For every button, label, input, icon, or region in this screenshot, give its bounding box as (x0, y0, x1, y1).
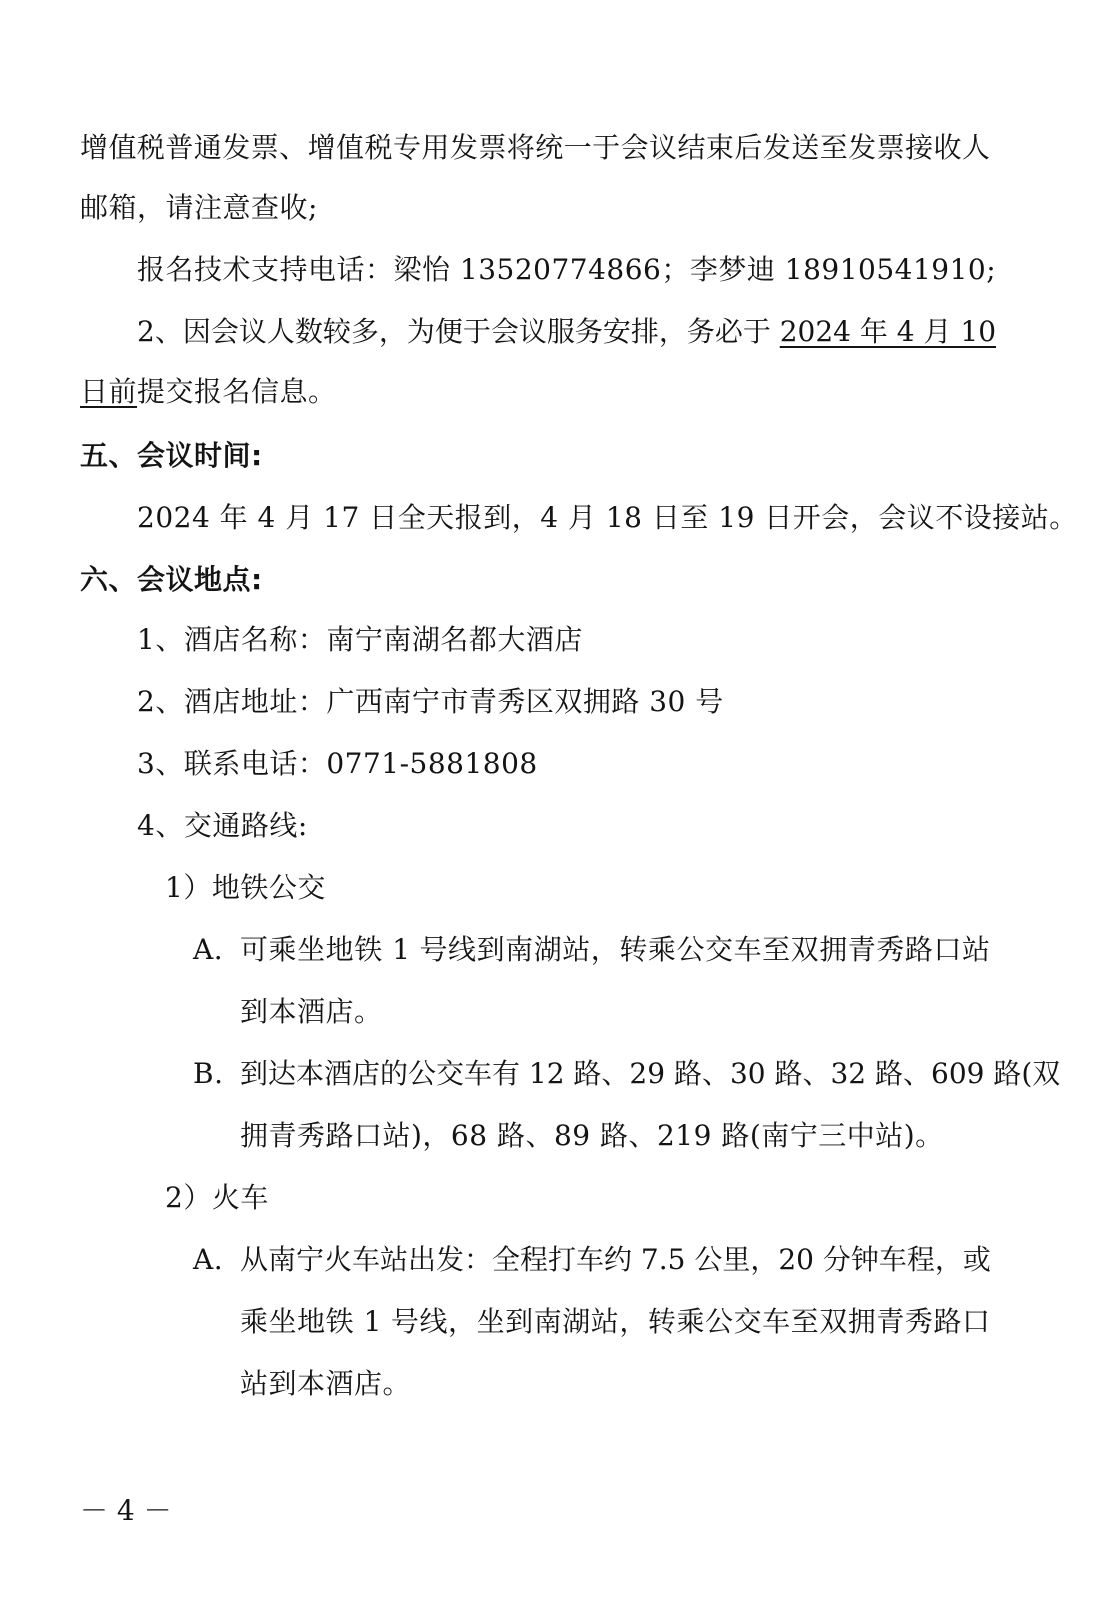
deadline-text: 2、因会议人数较多，为便于会议服务安排，务必于 (137, 315, 780, 348)
metro-route-text: 到本酒店。 (240, 995, 383, 1028)
train-route-text: 从南宁火车站出发：全程打车约 7.5 公里，20 分钟车程，或 (240, 1243, 991, 1276)
list-marker: B. (193, 1057, 224, 1090)
hotel-address: 2、酒店地址：广西南宁市青秀区双拥路 30 号 (137, 685, 724, 718)
deadline-line (137, 312, 997, 352)
support-phone-line: 报名技术支持电话：梁怡 13520774866；李梦迪 18910541910; (137, 253, 997, 286)
section-heading-meeting-location: 六、会议地点: (80, 563, 263, 596)
meeting-time-text: 2024 年 4 月 17 日全天报到，4 月 18 日至 19 日开会，会议不设接站。 (137, 501, 1078, 534)
transport-metro-bus-title: 1）地铁公交 (165, 871, 326, 904)
deadline-date: 2024 年 4 月 10 (779, 315, 997, 348)
deadline-text-continued: 提交报名信息。 (137, 375, 337, 408)
train-route-text: 站到本酒店。 (240, 1367, 412, 1400)
page-number: － 4 － (80, 1494, 172, 1527)
paragraph-line: 增值税普通发票、增值税专用发票将统一于会议结束后发送至发票接收人 (80, 131, 990, 164)
section-heading-meeting-time: 五、会议时间: (80, 439, 263, 472)
transport-heading: 4、交通路线: (137, 809, 308, 842)
bus-route-text: 到达本酒店的公交车有 12 路、29 路、30 路、32 路、609 路(双 (240, 1057, 1061, 1090)
transport-train-title: 2）火车 (165, 1181, 269, 1214)
deadline-date-continued: 日前 (80, 375, 138, 408)
bus-route-text: 拥青秀路口站)，68 路、89 路、219 路(南宁三中站)。 (240, 1119, 944, 1152)
deadline-line-continued (80, 372, 337, 412)
hotel-phone: 3、联系电话：0771-5881808 (137, 747, 538, 780)
list-marker: A. (193, 1243, 224, 1276)
hotel-name: 1、酒店名称：南宁南湖名都大酒店 (137, 623, 583, 656)
metro-route-text: 可乘坐地铁 1 号线到南湖站，转乘公交车至双拥青秀路口站 (240, 933, 990, 966)
paragraph-line: 邮箱，请注意查收; (80, 191, 318, 224)
train-route-text: 乘坐地铁 1 号线，坐到南湖站，转乘公交车至双拥青秀路口 (240, 1305, 990, 1338)
list-marker: A. (193, 933, 224, 966)
